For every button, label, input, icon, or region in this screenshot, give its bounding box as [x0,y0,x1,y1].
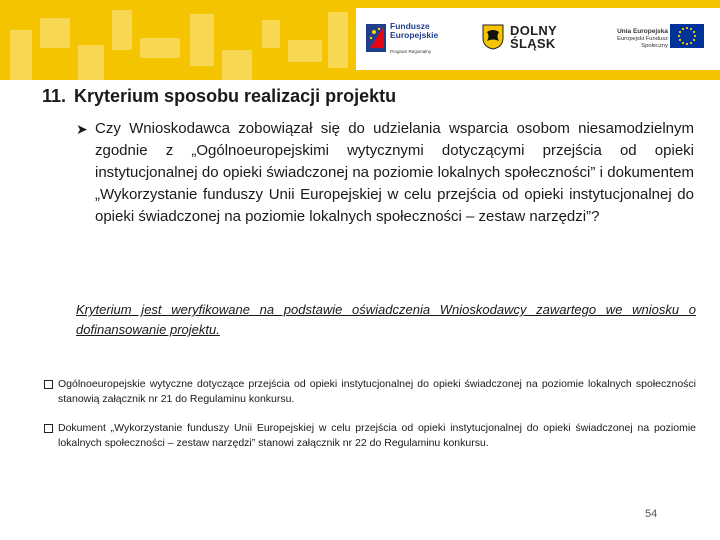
header-decoration [262,20,280,48]
slide-title [42,86,396,107]
note-text: Ogólnoeuropejskie wytyczne dotyczące przejścia od opieki instytucjonalnej do opieki świadczonej na poziomie lokalnych społeczności stanowią załącznik nr 21 do Regulaminu konkursu. [58,378,696,405]
fundusze-europejskie-logo [366,20,388,56]
header-decoration [78,45,104,80]
header-decoration [190,14,214,66]
eu-flag-icon [670,24,704,48]
square-bullet-icon [44,424,53,433]
question-text: Czy Wnioskodawca zobowiązał się do udzielania wsparcia osobom niesamodzielnym zgodnie z „Ogólnoeuropejskimi wytycznymi dotyczącymi przejścia od opieki instytucjonalnej do opieki świadczonej na poziomie lokalnych społeczności” i dokumentem „Wykorzystanie funduszy Unii Europejskiej w celu przejścia od opieki instytucjonalnej do opieki świadczonej na poziomie lokalnych społeczności – zestaw narzędzi”? [95,120,694,225]
note-item [44,377,696,407]
header-decoration [112,10,132,50]
dolny-slask-text: DOLNY ŚLĄSK [510,23,557,51]
header-decoration [328,12,348,68]
program-regionalny-text: Program Regionalny [390,49,432,54]
page-number: 54 [645,508,658,520]
slide-title-text: Kryterium sposobu realizacji projektu [74,86,397,106]
header-decoration [140,38,180,58]
header-decoration [10,30,32,80]
dolny-slask-crest-icon [482,24,504,50]
slide-number: 11. [42,86,67,106]
note-item [44,421,696,451]
criterion-question [76,118,694,228]
arrow-bullet-icon: ➤ [76,121,88,137]
header-decoration [40,18,70,48]
note-text: Dokument „Wykorzystanie funduszy Unii Europejskiej w celu przejścia od opieki instytucjonalnej do opieki świadczonej na poziomie lokalnych społeczności – zestaw narzędzi” stanowi załącznik nr 22 do Regulaminu konkursu. [58,422,696,449]
fundusze-europejskie-text: Fundusze Europejskie [390,21,439,40]
header-decoration [222,50,252,80]
header-decoration [288,40,322,62]
verification-text: Kryterium jest weryfikowane na podstawie oświadczenia Wnioskodawcy zawartego we wniosku o dofinansowanie projektu. [76,302,696,337]
square-bullet-icon [44,380,53,389]
unia-europejska-text: Unia Europejska Europejski Fundusz Społeczny [617,28,668,49]
